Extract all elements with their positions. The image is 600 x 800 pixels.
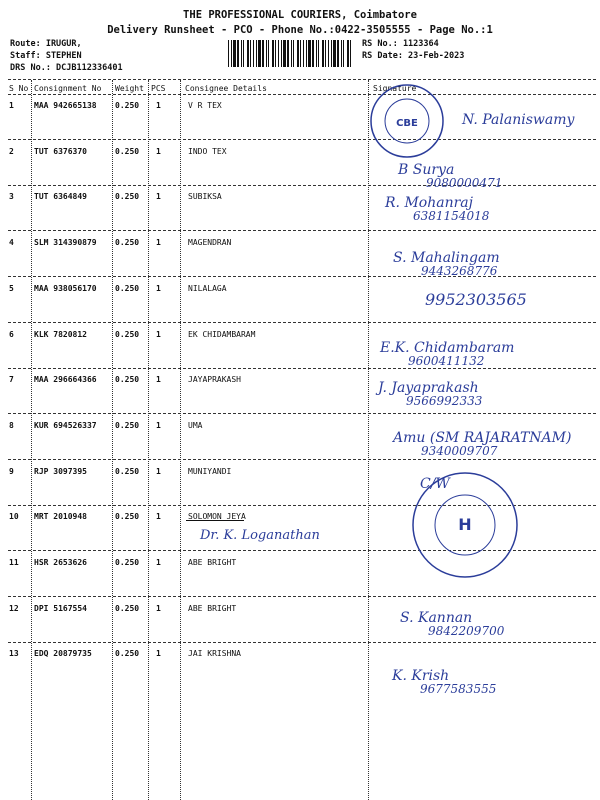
row-pcs: 1 xyxy=(156,421,161,430)
signature-phone: 9443268776 xyxy=(421,264,498,278)
row-pcs: 1 xyxy=(156,192,161,201)
row-pcs: 1 xyxy=(156,284,161,293)
row-sno: 12 xyxy=(9,604,19,613)
signature-phone: 9340009707 xyxy=(421,444,498,458)
table-row xyxy=(0,192,600,206)
strike-line xyxy=(186,520,244,521)
row-sno: 2 xyxy=(9,147,14,156)
row-divider xyxy=(8,276,596,277)
row-consignment: MAA 938056170 xyxy=(34,284,97,293)
col-divider xyxy=(368,80,370,800)
row-divider xyxy=(8,139,596,140)
signature-phone: 9952303565 xyxy=(425,290,527,309)
row-divider xyxy=(8,368,596,369)
row-sno: 11 xyxy=(9,558,19,567)
signature-name: S. Mahalingam xyxy=(393,250,500,266)
handwritten-note: Dr. K. Loganathan xyxy=(200,528,320,543)
signature-name: N. Palaniswamy xyxy=(462,112,575,128)
row-weight: 0.250 xyxy=(115,284,140,293)
header-rule-bottom xyxy=(8,94,596,95)
row-consignee: NILALAGA xyxy=(188,284,227,293)
row-sno: 5 xyxy=(9,284,14,293)
signature-name: E.K. Chidambaram xyxy=(380,340,515,356)
row-sno: 10 xyxy=(9,512,19,521)
row-divider xyxy=(8,413,596,414)
row-weight: 0.250 xyxy=(115,192,140,201)
row-sno: 4 xyxy=(9,238,14,247)
row-consignment: KUR 694526337 xyxy=(34,421,97,430)
runsheet-subtitle: Delivery Runsheet - PCO - Phone No.:0422-3505555 - Page No.:1 xyxy=(107,24,493,36)
staff-label: Staff: STEPHEN xyxy=(10,51,82,61)
table-row xyxy=(0,147,600,161)
row-consignment: MAA 942665138 xyxy=(34,101,97,110)
row-consignment: MAA 296664366 xyxy=(34,375,97,384)
rs-date: RS Date: 23-Feb-2023 xyxy=(362,51,465,61)
row-pcs: 1 xyxy=(156,649,161,658)
row-consignee: SOLOMON JEYA xyxy=(188,512,246,521)
row-weight: 0.250 xyxy=(115,604,140,613)
row-sno: 3 xyxy=(9,192,14,201)
row-weight: 0.250 xyxy=(115,101,140,110)
row-weight: 0.250 xyxy=(115,421,140,430)
row-consignment: HSR 2653626 xyxy=(34,558,87,567)
row-sno: 1 xyxy=(9,101,14,110)
row-pcs: 1 xyxy=(156,147,161,156)
signature-name: S. Kannan xyxy=(400,610,473,626)
row-pcs: 1 xyxy=(156,558,161,567)
row-weight: 0.250 xyxy=(115,238,140,247)
row-pcs: 1 xyxy=(156,238,161,247)
row-consignee: V R TEX xyxy=(188,101,222,110)
signature-phone: 9566992333 xyxy=(406,394,483,408)
signature-name: K. Krish xyxy=(392,668,450,684)
row-consignee: MUNIYANDI xyxy=(188,467,232,476)
table-row xyxy=(0,649,600,663)
table-row xyxy=(0,375,600,389)
row-sno: 7 xyxy=(9,375,14,384)
row-sno: 9 xyxy=(9,467,14,476)
signature-name: B Surya xyxy=(398,162,455,178)
svg-text:CBE: CBE xyxy=(396,118,418,129)
col-sno: S No xyxy=(9,84,29,93)
row-weight: 0.250 xyxy=(115,147,140,156)
signature-name: J. Jayaprakash xyxy=(378,380,479,396)
row-divider xyxy=(8,230,596,231)
row-divider xyxy=(8,596,596,597)
signature-phone: 9080000471 xyxy=(426,176,503,190)
row-consignee: INDO TEX xyxy=(188,147,227,156)
row-pcs: 1 xyxy=(156,375,161,384)
row-consignment: EDQ 20879735 xyxy=(34,649,92,658)
route-label: Route: IRUGUR, xyxy=(10,39,82,49)
row-sno: 13 xyxy=(9,649,19,658)
row-consignee: ABE BRIGHT xyxy=(188,558,237,567)
row-divider xyxy=(8,642,596,643)
drs-number: DRS No.: DCJB112336401 xyxy=(10,63,123,73)
row-consignment: DPI 5167554 xyxy=(34,604,87,613)
row-weight: 0.250 xyxy=(115,467,140,476)
table-row xyxy=(0,604,600,618)
row-consignment: TUT 6364849 xyxy=(34,192,87,201)
row-pcs: 1 xyxy=(156,512,161,521)
row-consignee: MAGENDRAN xyxy=(188,238,232,247)
row-consignment: SLM 314390879 xyxy=(34,238,97,247)
col-divider xyxy=(148,80,150,800)
row-consignment: MRT 2010948 xyxy=(34,512,87,521)
col-weight: Weight xyxy=(115,84,144,93)
signature-phone: 9600411132 xyxy=(408,354,485,368)
row-consignee: EK CHIDAMBARAM xyxy=(188,330,256,339)
row-divider xyxy=(8,459,596,460)
col-pcs: PCS xyxy=(151,84,166,93)
row-consignee: UMA xyxy=(188,421,203,430)
signature-phone: 9677583555 xyxy=(420,682,497,696)
row-pcs: 1 xyxy=(156,101,161,110)
svg-text:H: H xyxy=(458,515,472,534)
col-consignment: Consignment No xyxy=(34,84,102,93)
col-divider xyxy=(180,80,182,800)
row-weight: 0.250 xyxy=(115,375,140,384)
row-consignment: TUT 6376370 xyxy=(34,147,87,156)
row-weight: 0.250 xyxy=(115,649,140,658)
row-pcs: 1 xyxy=(156,467,161,476)
row-weight: 0.250 xyxy=(115,558,140,567)
row-pcs: 1 xyxy=(156,604,161,613)
signature-phone: 6381154018 xyxy=(413,209,490,223)
col-consignee: Consignee Details xyxy=(185,84,267,93)
row-consignee: SUBIKSA xyxy=(188,192,222,201)
row-consignment: RJP 3097395 xyxy=(34,467,87,476)
header-rule-top xyxy=(8,79,596,80)
row-consignment: KLK 7820812 xyxy=(34,330,87,339)
rs-number: RS No.: 1123364 xyxy=(362,39,439,49)
col-divider xyxy=(31,80,33,800)
row-consignee: JAI KRISHNA xyxy=(188,649,241,658)
table-row xyxy=(0,238,600,252)
row-pcs: 1 xyxy=(156,330,161,339)
row-weight: 0.250 xyxy=(115,512,140,521)
col-signature: Signature xyxy=(373,84,417,93)
row-consignee: JAYAPRAKASH xyxy=(188,375,241,384)
round-stamp-icon xyxy=(368,82,446,160)
row-divider xyxy=(8,185,596,186)
signature-name: R. Mohanraj xyxy=(385,195,473,211)
row-sno: 8 xyxy=(9,421,14,430)
row-weight: 0.250 xyxy=(115,330,140,339)
signature-phone: 9842209700 xyxy=(428,624,505,638)
barcode-icon xyxy=(228,40,354,67)
signature-name: Amu (SM RAJARATNAM) xyxy=(393,430,572,446)
courier-title: THE PROFESSIONAL COURIERS, Coimbatore xyxy=(183,9,417,21)
row-consignee: ABE BRIGHT xyxy=(188,604,237,613)
col-divider xyxy=(112,80,114,800)
signature-name: C/W xyxy=(420,476,450,492)
row-divider xyxy=(8,322,596,323)
row-sno: 6 xyxy=(9,330,14,339)
